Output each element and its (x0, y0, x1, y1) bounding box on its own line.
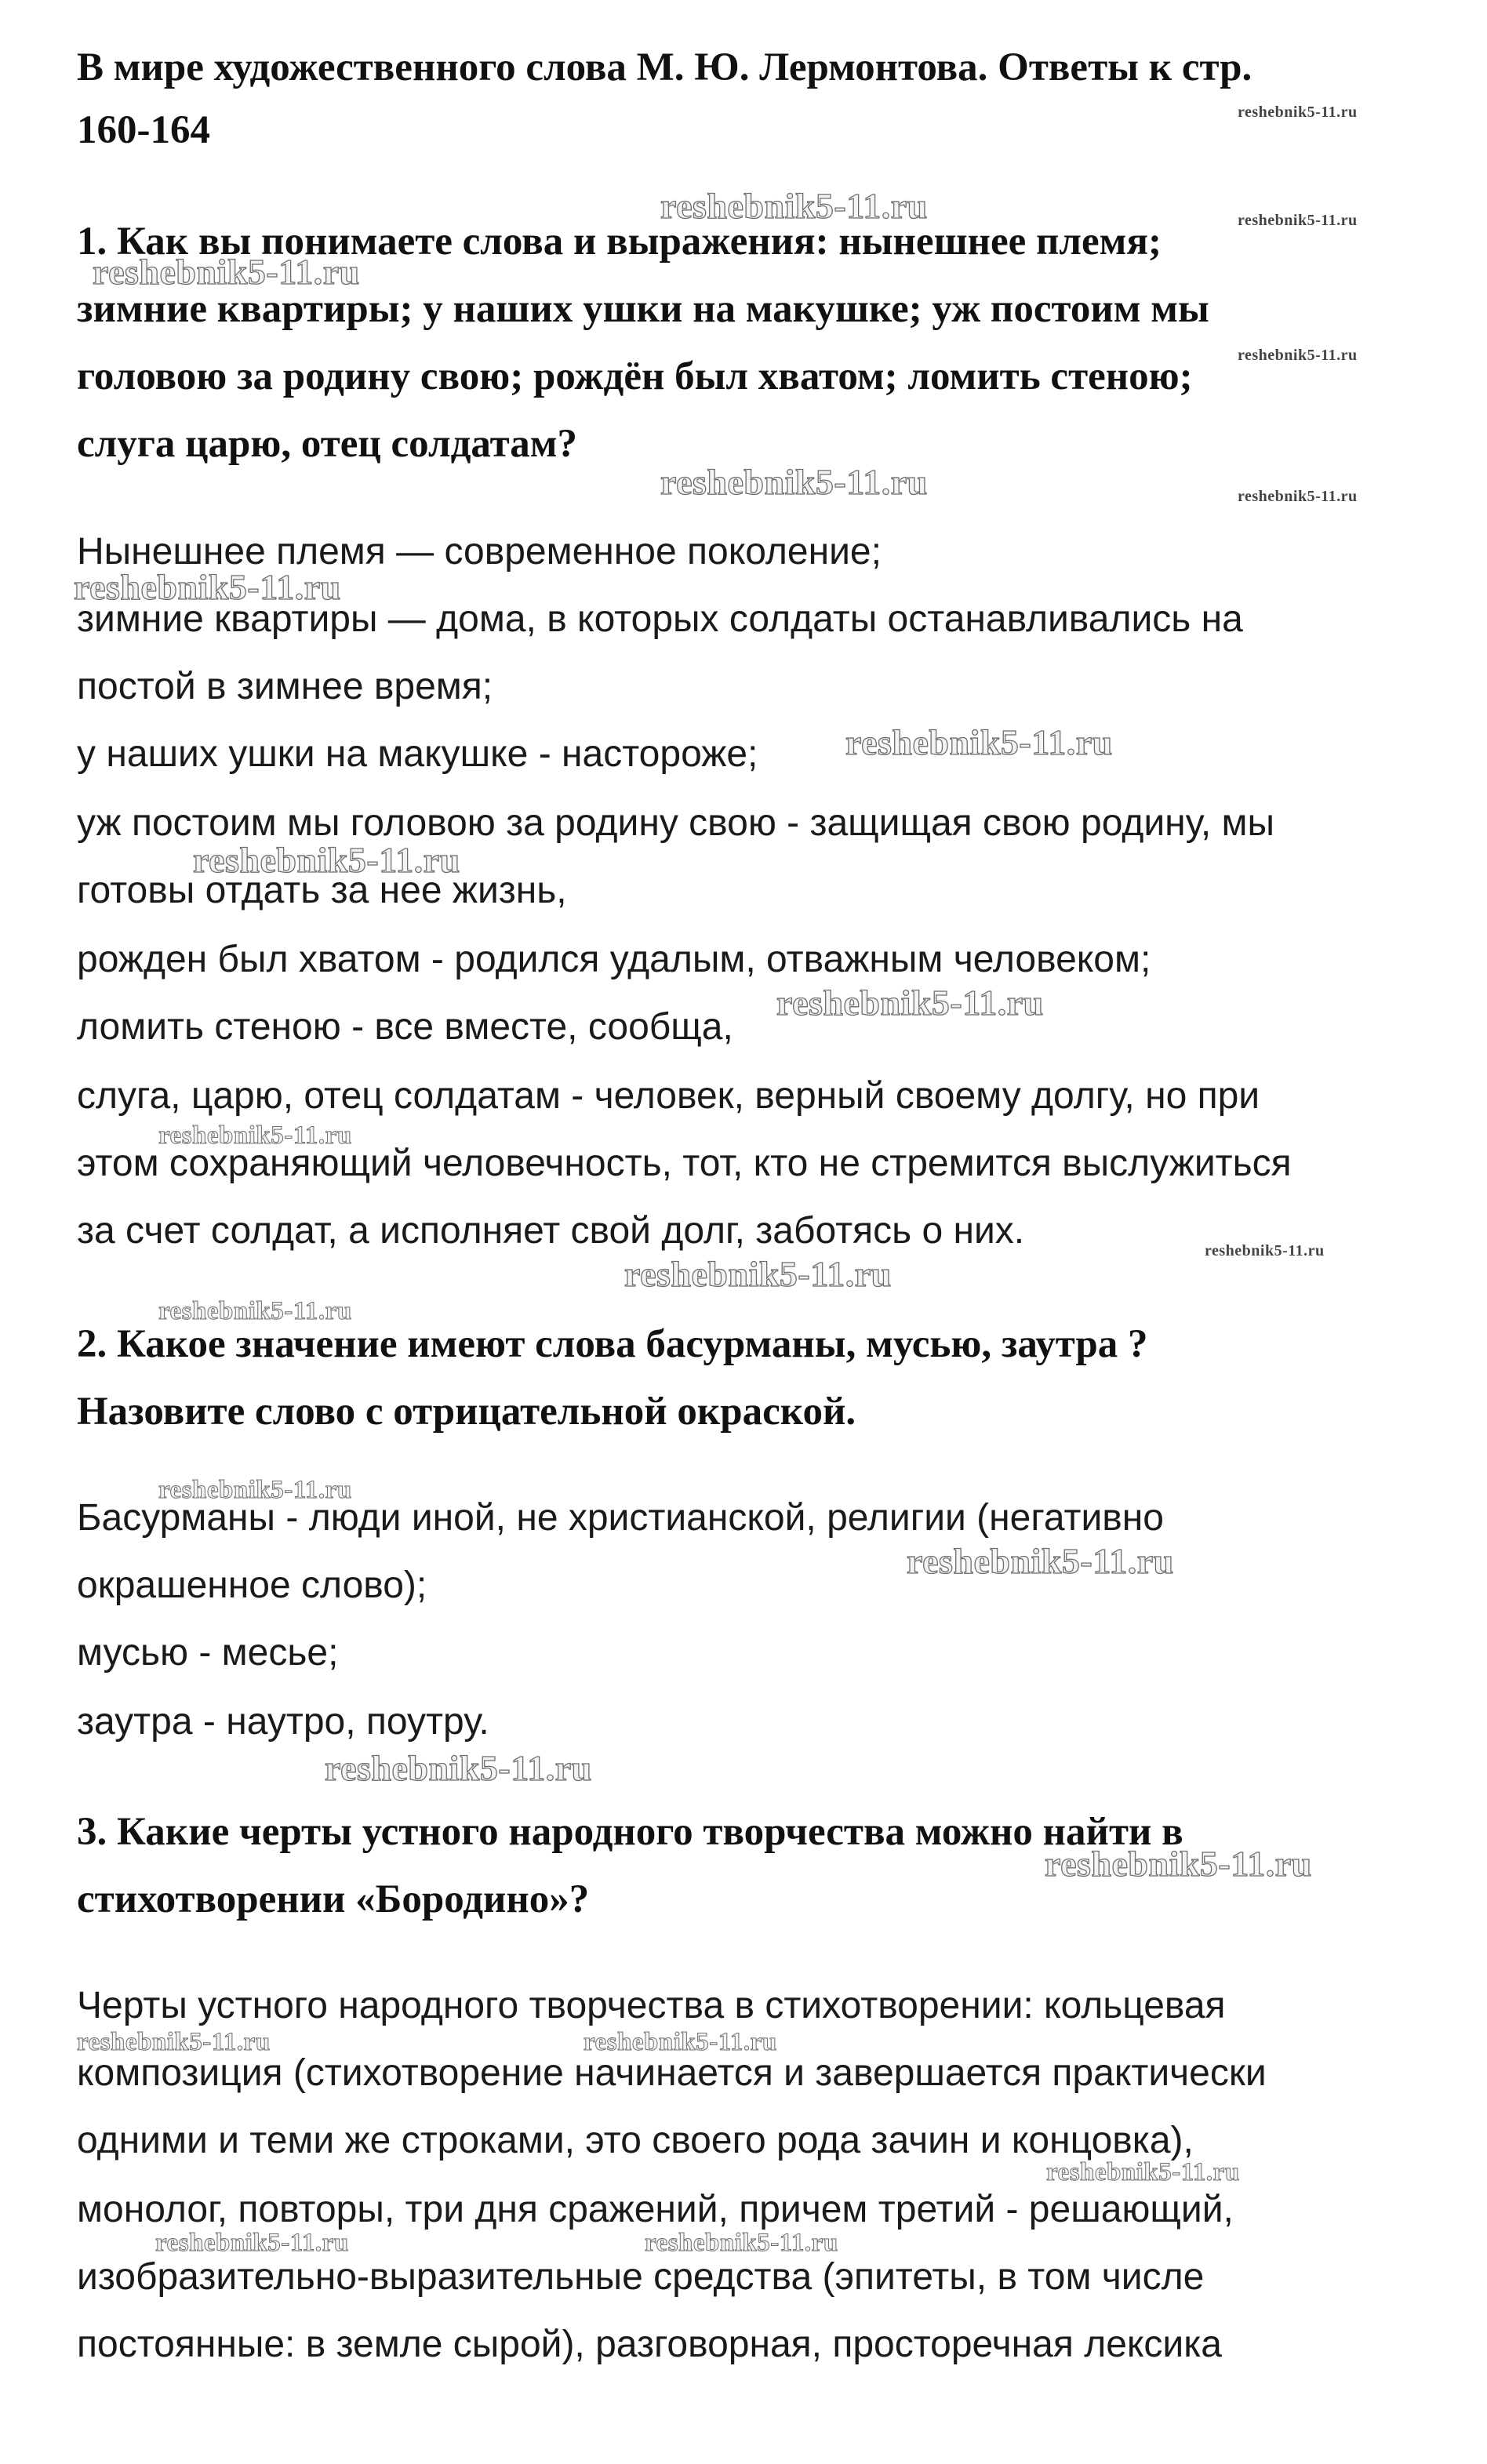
watermark: reshebnik5-11.ru (1046, 2158, 1240, 2186)
answer-3-line-2: композиция (стихотворение начинается и завершается практически (77, 2052, 1267, 2094)
watermark: reshebnik5-11.ru (158, 1297, 352, 1325)
question-3-line-2: стихотворении «Бородино»? (77, 1877, 590, 1921)
answer-1-line-6: готовы отдать за нее жизнь, (77, 870, 567, 911)
answer-1-line-2: зимние квартиры — дома, в которых солдаты останавливались на (77, 598, 1243, 640)
watermark: reshebnik5-11.ru (776, 983, 1044, 1023)
watermark: reshebnik5-11.ru (158, 1476, 352, 1504)
watermark: reshebnik5-11.ru (1205, 1242, 1325, 1259)
answer-1-line-9: слуга, царю, отец солдатам - человек, верный своему долгу, но при (77, 1075, 1260, 1117)
watermark: reshebnik5-11.ru (584, 2028, 777, 2056)
answer-2-line-1: Басурманы - люди иной, не христианской, религии (негативно (77, 1497, 1164, 1539)
answer-3-line-3: одними и теми же строками, это своего рода зачин и концовка), (77, 2120, 1194, 2161)
watermark: reshebnik5-11.ru (325, 1748, 592, 1788)
answer-2-line-2: окрашенное слово); (77, 1565, 427, 1606)
page-title-line-2: 160-164 (77, 108, 210, 152)
answer-1-line-7: рожден был хватом - родился удалым, отважным человеком; (77, 939, 1151, 980)
answer-1-line-1: Нынешнее племя — современное поколение; (77, 531, 882, 572)
watermark: reshebnik5-11.ru (1238, 104, 1358, 121)
watermark: reshebnik5-11.ru (77, 2028, 271, 2056)
watermark: reshebnik5-11.ru (645, 2229, 838, 2257)
watermark: reshebnik5-11.ru (93, 252, 360, 292)
watermark: reshebnik5-11.ru (158, 1121, 352, 1150)
watermark: reshebnik5-11.ru (845, 722, 1113, 762)
answer-2-line-4: заутра - наутро, поутру. (77, 1701, 489, 1743)
question-1-line-1: 1. Как вы понимаете слова и выражения: нынешнее племя; (77, 220, 1162, 263)
answer-1-line-4: у наших ушки на макушке - настороже; (77, 733, 758, 775)
watermark: reshebnik5-11.ru (1238, 212, 1358, 229)
watermark: reshebnik5-11.ru (624, 1254, 892, 1294)
question-1-line-2: зимние квартиры; у наших ушки на макушке; уж постоим мы (77, 287, 1209, 331)
answer-1-line-11: за счет солдат, а исполняет свой долг, заботясь о них. (77, 1210, 1025, 1252)
answer-1-line-10: этом сохраняющий человечность, тот, кто не стремится выслужиться (77, 1143, 1292, 1184)
answer-1-line-3: постой в зимнее время; (77, 666, 493, 707)
question-2-line-1: 2. Какое значение имеют слова басурманы, мусью, заутра ? (77, 1322, 1148, 1366)
question-3-line-1: 3. Какие черты устного народного творчества можно найти в (77, 1810, 1183, 1854)
watermark: reshebnik5-11.ru (1045, 1844, 1312, 1884)
watermark: reshebnik5-11.ru (660, 462, 928, 502)
answer-3-line-6: постоянные: в земле сырой), разговорная, просторечная лексика (77, 2324, 1222, 2365)
watermark: reshebnik5-11.ru (907, 1541, 1174, 1581)
question-2-line-2: Назовите слово с отрицательной окраской. (77, 1390, 856, 1434)
question-1-line-3: головою за родину свою; рождён был хватом; ломить стеною; (77, 354, 1193, 398)
answer-3-line-1: Черты устного народного творчества в стихотворении: кольцевая (77, 1985, 1226, 2026)
watermark: reshebnik5-11.ru (155, 2229, 349, 2257)
watermark: reshebnik5-11.ru (74, 567, 341, 607)
watermark: reshebnik5-11.ru (660, 186, 928, 226)
question-1-line-4: слуга царю, отец солдатам? (77, 422, 577, 466)
answer-3-line-4: монолог, повторы, три дня сражений, причем третий - решающий, (77, 2189, 1234, 2230)
watermark: reshebnik5-11.ru (1238, 488, 1358, 505)
answer-1-line-8: ломить стеною - все вместе, сообща, (77, 1006, 733, 1048)
answer-1-line-5: уж постоим мы головою за родину свою - защищая свою родину, мы (77, 802, 1275, 844)
watermark: reshebnik5-11.ru (1238, 347, 1358, 364)
watermark: reshebnik5-11.ru (193, 840, 460, 880)
answer-2-line-3: мусью - месье; (77, 1632, 339, 1674)
answer-3-line-5: изобразительно-выразительные средства (эпитеты, в том числе (77, 2256, 1205, 2298)
page-title-line-1: В мире художественного слова М. Ю. Лермонтова. Ответы к стр. (77, 45, 1252, 89)
